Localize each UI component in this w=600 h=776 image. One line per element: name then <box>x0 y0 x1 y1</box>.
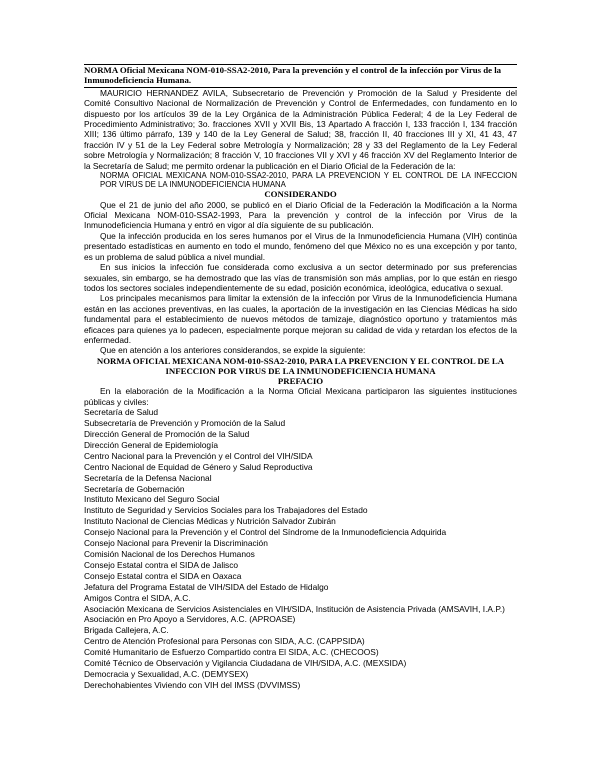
list-item: Derechohabientes Viviendo con VIH del IMSS (DVVIMSS) <box>84 679 301 690</box>
document-title: NORMA Oficial Mexicana NOM-010-SSA2-2010, Para la prevención y el control de la infección por Virus de la Inmunodeficiencia Humana. <box>84 65 517 88</box>
list-item: Consejo Estatal contra el SIDA de Jalisco <box>84 559 239 570</box>
considerando-paragraph: Que el 21 de junio del año 2000, se publicó en el Diario Oficial de la Federación la Modificación a la Norma Oficial Mexicana NOM-010-SSA2-1993, Para la prevención y control de la infección por Virus de la Inmunodeficiencia Humana y entró en vigor al día siguiente de su publicación. <box>84 199 517 231</box>
list-item: Centro Nacional de Equidad de Género y Salud Reproductiva <box>84 461 313 472</box>
considerando-paragraph: En sus inicios la infección fue considerada como exclusiva a un sector determinado por sus preferencias sexuales, sin embargo, se ha demostrado que las vías de transmisión son más amplias, por lo que están en riesgo todos los sectores sociales independientemente de su edad, posición económica, ideológica, educativa o sexual. <box>84 262 517 293</box>
list-item: Instituto de Seguridad y Servicios Sociales para los Trabajadores del Estado <box>84 505 368 516</box>
list-item: Comité Humanitario de Esfuerzo Compartido contra El SIDA, A.C. (CHECOOS) <box>84 647 379 658</box>
list-item: Comisión Nacional de los Derechos Humanos <box>84 548 255 559</box>
list-item: Secretaría de Gobernación <box>84 483 185 494</box>
prefacio-heading: PREFACIO <box>277 376 324 387</box>
list-item: Jefatura del Programa Estatal de VIH/SIDA del Estado de Hidalgo <box>84 581 329 592</box>
list-item: Brigada Callejera, A.C. <box>84 625 169 636</box>
list-item: Dirección General de Promoción de la Salud <box>84 429 250 439</box>
document-page <box>84 64 517 691</box>
considerando-paragraph: Que la infección producida en los seres humanos por el Virus de la Inmunodeficiencia Humana (VIH) continúa presentado estadísticas en aumento en todo el mundo, fenómeno del que México no es una excepción y por tanto, es un problema de salud pública a nivel mundial. <box>84 230 517 262</box>
list-item: Centro de Atención Profesional para Personas con SIDA, A.C. (CAPPSIDA) <box>84 636 365 647</box>
list-item: Asociación en Pro Apoyo a Servidores, A.C. (APROASE) <box>84 614 296 625</box>
list-item: Amigos Contra el SIDA, A.C. <box>84 592 191 603</box>
list-item: Consejo Estatal contra el SIDA en Oaxaca <box>84 570 242 581</box>
list-item: Consejo Nacional para la Prevención y el Control del Síndrome de la Inmunodeficiencia Adquirida <box>84 527 447 538</box>
institution-list <box>84 407 517 691</box>
list-item: Democracia y Sexualidad, A.C. (DEMYSEX) <box>84 668 249 679</box>
list-item: Instituto Nacional de Ciencias Médicas y Nutrición Salvador Zubirán <box>84 516 336 527</box>
list-item: Centro Nacional para la Prevención y el Control del VIH/SIDA <box>84 450 313 461</box>
norma-subtitle: NORMA OFICIAL MEXICANA NOM-010-SSA2-2010, PARA LA PREVENCION Y EL CONTROL DE LA INFECCION POR VIRUS DE LA INMUNODEFICIENCIA HUMANA <box>100 171 517 190</box>
list-item: Dirección General de Epidemiología <box>84 439 219 450</box>
list-item: Secretaría de la Defensa Nacional <box>84 472 212 483</box>
list-item: Consejo Nacional para Prevenir la Discriminación <box>84 538 268 549</box>
list-item: Comité Técnico de Observación y Vigilancia Ciudadana de VIH/SIDA, A.C. (MEXSIDA) <box>84 658 407 669</box>
considerando-heading: CONSIDERANDO <box>264 189 337 200</box>
list-item: Asociación Mexicana de Servicios Asistenciales en VIH/SIDA, Institución de Asistencia Privada (AMSAVIH, I.A.P.) <box>84 603 505 614</box>
prefacio-intro: En la elaboración de la Modificación a la Norma Oficial Mexicana participaron las siguientes instituciones públicas y civiles: <box>84 386 517 407</box>
list-item: Subsecretaría de Prevención y Promoción de la Salud <box>84 418 286 429</box>
norma-heading: NORMA OFICIAL MEXICANA NOM-010-SSA2-2010, PARA LA PREVENCION Y EL CONTROL DE LA INFECCION POR VIRUS DE LA INMUNODEFICIENCIA HUMANA <box>96 355 505 376</box>
considerando-paragraph: Los principales mecanismos para limitar la extensión de la infección por Virus de la Inmunodeficiencia Humana están en las acciones preventivas, en las cuales, la aportación de la investigación en las Ciencias Médicas ha sido fundamental para el establecimiento de nuevos métodos de tamizaje, diagnóstico oportuno y tratamientos más eficaces para quienes ya lo padecen, especialmente porque mejoran su calidad de vida y retardan los efectos de la enfermedad. <box>84 293 517 345</box>
considerando-paragraph: Que en atención a los anteriores considerandos, se expide la siguiente: <box>100 345 366 356</box>
list-item: Instituto Mexicano del Seguro Social <box>84 494 220 505</box>
list-item: Secretaría de Salud <box>84 407 159 418</box>
preamble-paragraph: MAURICIO HERNANDEZ AVILA, Subsecretario de Prevención y Promoción de la Salud y Presidente del Comité Consultivo Nacional de Normalización de Prevención y Control de Enfermedades, con fundamento en lo dispuesto por los artículos 39 de la Ley Orgánica de la Administración Pública Federal; 4 de la Ley Federal de Procedimiento Administrativo; 3o. fracciones XVII y XVII Bis, 13 Apartado A fracción I, 133 fracción I, 134 fracción XIII; 136 último párrafo, 139 y 140 de la Ley General de Salud; 38, fracción II, 40 fracciones III y XI, 41 43, 47 fracción IV y 51 de la Ley Federal sobre Metrología y Normalización; 28 y 33 del Reglamento de la Ley Federal sobre Metrología y Normalización; 8 fracción V, 10 fracciones VII y XVI y 46 fracción XV del Reglamento Interior de la Secretaría de Salud; me permito ordenar la publicación en el Diario Oficial de la Federación de la: <box>84 87 517 171</box>
